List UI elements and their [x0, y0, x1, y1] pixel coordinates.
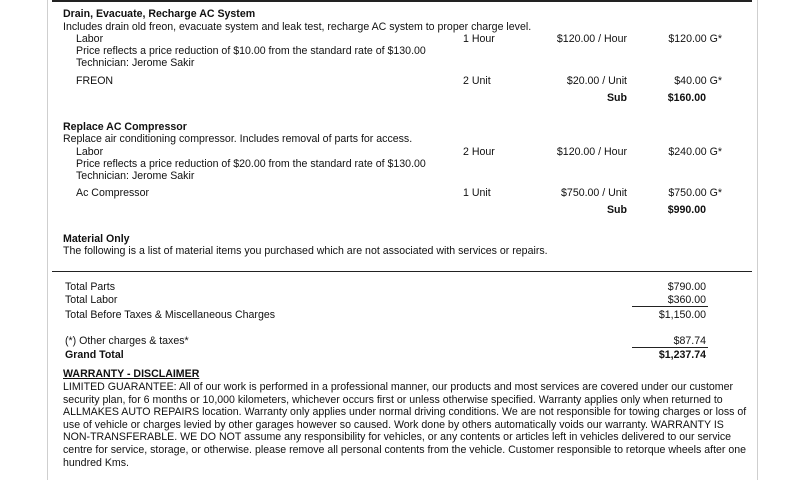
other-charges-label: (*) Other charges & taxes* — [65, 335, 189, 347]
part-label: Ac Compressor — [76, 187, 149, 199]
part-label: FREON — [76, 75, 114, 87]
service-description: Replace air conditioning compressor. Includes removal of parts for access. — [63, 133, 413, 145]
subtotal-label: Sub — [606, 204, 627, 216]
part-amount: $750.00 G* — [668, 187, 722, 199]
labor-rate: $120.00 / Hour — [556, 146, 627, 158]
total-parts-value: $790.00 — [667, 281, 706, 293]
subtotal-amount: $990.00 — [667, 204, 706, 216]
total-labor-value: $360.00 — [667, 294, 706, 306]
warranty-text: LIMITED GUARANTEE: All of our work is performed in a professional manner, our products and most services are covered under our customer security plan, for 6 months or 10,000 kilometers, whichever occurs first or unless otherwise specified. Warranty applies only when returned to ALLMAKES AUTO REPAIRS location. Warranty only applies under normal driving conditions. We are not responsible for towing charges or loss of use of vehicle or charges levied by other garages however so caused. Work done by others automatically voids our warranty. WARRANTY IS NON-TRANSFERABLE. WE DO NOT assume any responsibility for vehicles, or any contents or articles left in vehicles delivered to our service centre for service, storage, or otherwise. please remove all personal contents from the vehicle. Customer responsible to retorque wheels after one hundred Kms. — [63, 381, 747, 469]
part-rate: $20.00 / Unit — [566, 75, 627, 87]
part-qty: 2 Unit — [463, 75, 491, 87]
material-title: Material Only — [63, 233, 130, 245]
service-title: Replace AC Compressor — [63, 121, 187, 133]
labor-label: Labor — [76, 33, 104, 45]
labor-amount: $120.00 G* — [668, 33, 722, 45]
other-charges-value: $87.74 — [673, 335, 706, 347]
total-parts-label: Total Parts — [65, 281, 116, 293]
warranty-heading: WARRANTY - DISCLAIMER — [63, 368, 200, 380]
material-description: The following is a list of material items you purchased which are not associated with services or repairs. — [63, 245, 548, 257]
before-tax-label: Total Before Taxes & Miscellaneous Charges — [65, 309, 276, 321]
technician-note: Technician: Jerome Sakir — [76, 57, 195, 69]
service-description: Includes drain old freon, evacuate system and leak test, recharge AC system to proper charge level. — [63, 21, 532, 33]
labor-qty: 2 Hour — [463, 146, 495, 158]
labor-rate: $120.00 / Hour — [556, 33, 627, 45]
grand-total-label: Grand Total — [65, 349, 124, 361]
labor-label: Labor — [76, 146, 104, 158]
subtotal-amount: $160.00 — [667, 92, 706, 104]
grand-total-value: $1,237.74 — [658, 349, 706, 361]
subtotal-label: Sub — [606, 92, 627, 104]
total-labor-underline — [632, 306, 708, 307]
technician-note: Technician: Jerome Sakir — [76, 170, 195, 182]
part-amount: $40.00 G* — [674, 75, 722, 87]
totals-divider — [52, 271, 752, 272]
labor-qty: 1 Hour — [463, 33, 495, 45]
top-rule — [52, 0, 752, 2]
part-rate: $750.00 / Unit — [561, 187, 627, 199]
before-tax-value: $1,150.00 — [658, 309, 706, 321]
part-qty: 1 Unit — [463, 187, 491, 199]
other-charges-underline — [632, 347, 708, 348]
labor-note: Price reflects a price reduction of $10.00 from the standard rate of $130.00 — [76, 45, 426, 57]
total-labor-label: Total Labor — [65, 294, 118, 306]
labor-amount: $240.00 G* — [668, 146, 722, 158]
service-title: Drain, Evacuate, Recharge AC System — [63, 8, 256, 20]
labor-note: Price reflects a price reduction of $20.00 from the standard rate of $130.00 — [76, 158, 426, 170]
